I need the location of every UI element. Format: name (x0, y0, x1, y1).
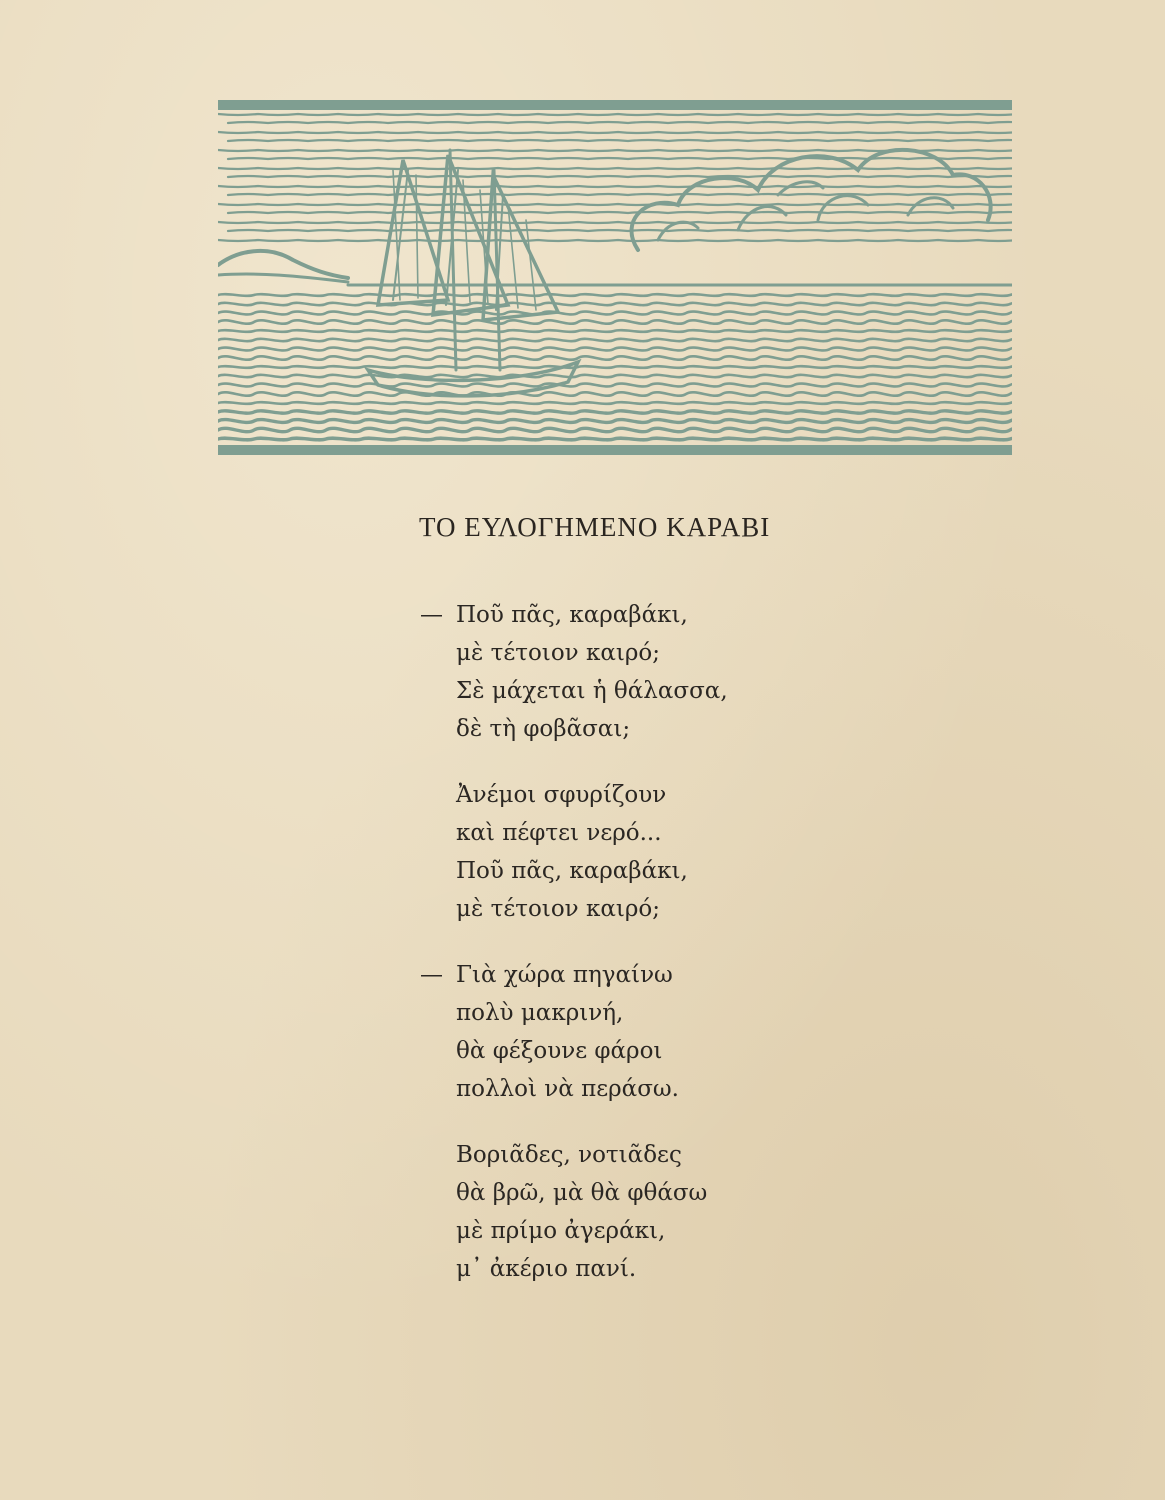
line-text: μὲ πρίμο ἀγεράκι, (456, 1218, 666, 1244)
poem-line (420, 672, 920, 710)
line-text: θὰ βρῶ, μὰ θὰ φθάσω (456, 1180, 708, 1206)
poem-line (420, 1174, 920, 1212)
poem-line (420, 994, 920, 1032)
line-text: Ποῦ πᾶς, καραβάκι, (456, 858, 688, 884)
poem-line (420, 1032, 920, 1070)
stanza (420, 1136, 920, 1288)
poem-line (420, 776, 920, 814)
dialogue-dash: — (420, 602, 443, 628)
line-text: δὲ τὴ φοβᾶσαι; (456, 716, 631, 742)
line-text: Ποῦ πᾶς, καραβάκι, (456, 602, 688, 628)
line-text: μὲ τέτοιον καιρό; (456, 640, 661, 666)
line-text: θὰ φέξουνε φάροι (456, 1038, 663, 1064)
poem-line (420, 1070, 920, 1108)
stanza (420, 596, 920, 748)
line-text: μ᾽ ἀκέριο πανί. (456, 1256, 637, 1282)
line-text: καὶ πέφτει νερό... (456, 820, 662, 846)
dialogue-dash: — (420, 962, 443, 988)
poem-body (420, 596, 920, 1316)
poem-line (420, 1212, 920, 1250)
poem-line (420, 890, 920, 928)
poem-line (420, 710, 920, 748)
line-text: μὲ τέτοιον καιρό; (456, 896, 661, 922)
poem-line (420, 1136, 920, 1174)
poem-line (420, 852, 920, 890)
sailboat-seascape-icon (218, 100, 1012, 455)
poem-line (420, 596, 920, 634)
stanza (420, 776, 920, 928)
line-text: πολλοὶ νὰ περάσω. (456, 1076, 679, 1102)
line-text: Γιὰ χώρα πηγαίνω (456, 962, 673, 988)
stanza (420, 956, 920, 1108)
line-text: Ἀνέμοι σφυρίζουν (456, 782, 667, 808)
line-text: πολὺ μακρινή, (456, 1000, 624, 1026)
poem-line (420, 956, 920, 994)
poem-line (420, 1250, 920, 1288)
line-text: Βοριᾶδες, νοτιᾶδες (456, 1142, 682, 1168)
sailboat-seascape-illustration (218, 100, 1012, 455)
poem-line (420, 814, 920, 852)
poem-line (420, 634, 920, 672)
line-text: Σὲ μάχεται ἡ θάλασσα, (456, 678, 728, 704)
poem-title: ΤΟ ΕΥΛΟΓΗΜΕΝΟ ΚΑΡΑΒΙ (419, 512, 771, 542)
